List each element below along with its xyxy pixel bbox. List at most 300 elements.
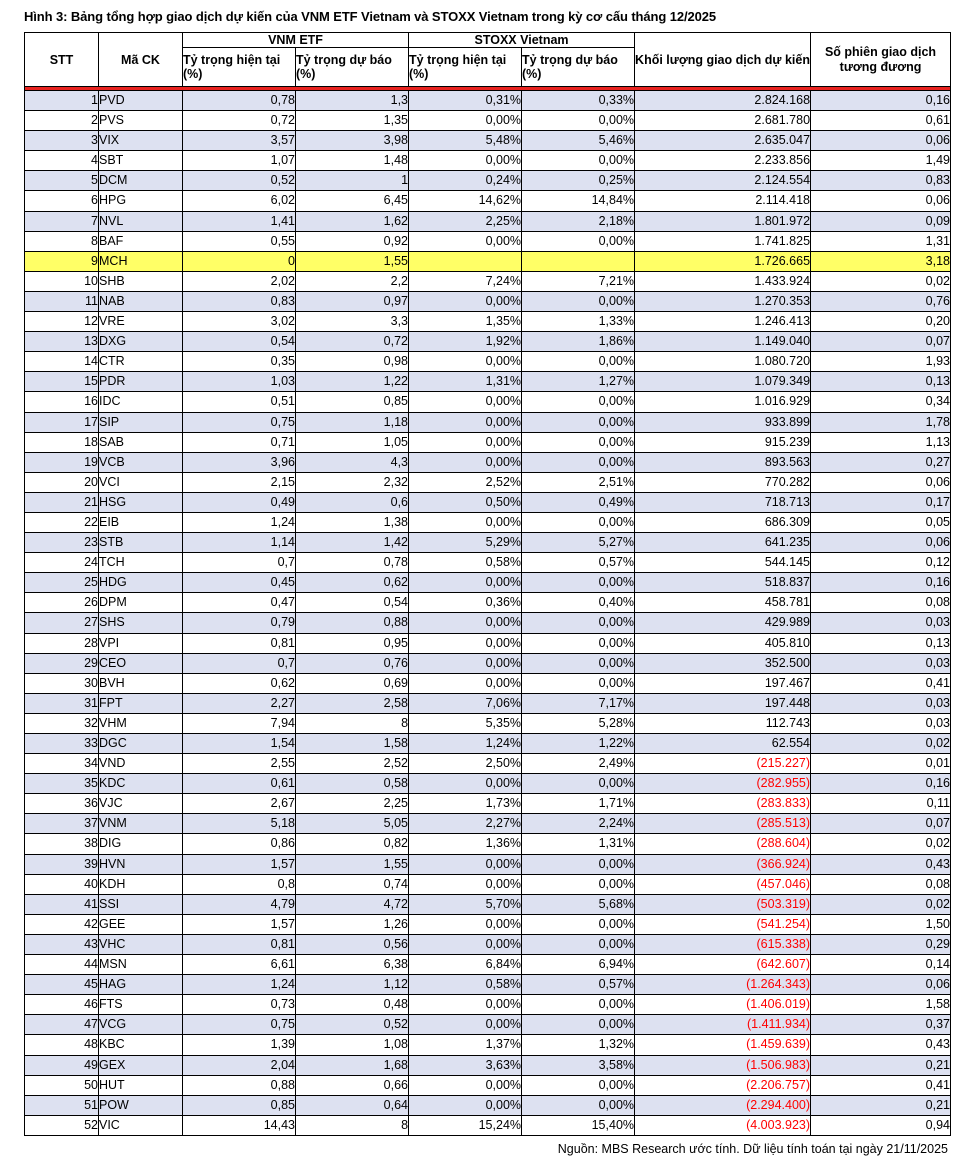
- cell-stt: 22: [25, 512, 99, 532]
- table-row: [25, 1035, 951, 1055]
- cell-stoxx-current: 14,62%: [409, 191, 522, 211]
- cell-stt: 24: [25, 553, 99, 573]
- cell-sessions: 0,08: [811, 874, 951, 894]
- cell-stoxx-current: 0,00%: [409, 874, 522, 894]
- header-row-top: [25, 33, 951, 48]
- cell-volume: 718.713: [635, 492, 811, 512]
- cell-volume: (2.294.400): [635, 1095, 811, 1115]
- cell-volume: (4.003.923): [635, 1115, 811, 1135]
- cell-vnm-forecast: 4,72: [296, 894, 409, 914]
- cell-stt: 6: [25, 191, 99, 211]
- cell-ma-ck: NVL: [99, 211, 183, 231]
- cell-stoxx-forecast: 0,00%: [522, 412, 635, 432]
- cell-vnm-current: 3,57: [183, 131, 296, 151]
- cell-stoxx-forecast: 0,00%: [522, 1095, 635, 1115]
- cell-sessions: 0,27: [811, 452, 951, 472]
- cell-stoxx-current: 3,63%: [409, 1055, 522, 1075]
- cell-stoxx-current: 0,50%: [409, 492, 522, 512]
- cell-stoxx-current: 0,00%: [409, 934, 522, 954]
- cell-volume: 1.741.825: [635, 231, 811, 251]
- cell-stt: 36: [25, 794, 99, 814]
- cell-stt: 46: [25, 995, 99, 1015]
- cell-vnm-current: 7,94: [183, 713, 296, 733]
- cell-stoxx-current: 0,00%: [409, 432, 522, 452]
- table-row: [25, 814, 951, 834]
- table-row: [25, 553, 951, 573]
- cell-stoxx-current: 1,31%: [409, 372, 522, 392]
- col-header-stoxx-forecast: Tỷ trọng dự báo (%): [522, 48, 635, 87]
- cell-vnm-current: 1,41: [183, 211, 296, 231]
- cell-volume: (288.604): [635, 834, 811, 854]
- table-row: [25, 633, 951, 653]
- table-row: [25, 231, 951, 251]
- cell-stt: 48: [25, 1035, 99, 1055]
- table-row: [25, 975, 951, 995]
- cell-sessions: 1,31: [811, 231, 951, 251]
- table-row: [25, 392, 951, 412]
- cell-stt: 44: [25, 955, 99, 975]
- cell-ma-ck: VRE: [99, 312, 183, 332]
- cell-stoxx-forecast: 1,71%: [522, 794, 635, 814]
- cell-stoxx-current: 5,29%: [409, 533, 522, 553]
- table-header: [25, 33, 951, 87]
- cell-stt: 43: [25, 934, 99, 954]
- table-row: [25, 573, 951, 593]
- table-row: [25, 291, 951, 311]
- cell-sessions: 0,06: [811, 191, 951, 211]
- cell-stoxx-forecast: 0,00%: [522, 452, 635, 472]
- cell-ma-ck: VCI: [99, 472, 183, 492]
- cell-stoxx-forecast: 2,49%: [522, 754, 635, 774]
- cell-volume: 893.563: [635, 452, 811, 472]
- cell-vnm-current: 6,61: [183, 955, 296, 975]
- cell-volume: 544.145: [635, 553, 811, 573]
- table-row: [25, 854, 951, 874]
- cell-ma-ck: GEX: [99, 1055, 183, 1075]
- table-row: [25, 1015, 951, 1035]
- cell-vnm-forecast: 0,48: [296, 995, 409, 1015]
- cell-sessions: 1,58: [811, 995, 951, 1015]
- cell-vnm-forecast: 1,42: [296, 533, 409, 553]
- cell-stoxx-current: 0,00%: [409, 151, 522, 171]
- cell-sessions: 0,14: [811, 955, 951, 975]
- cell-volume: 1.016.929: [635, 392, 811, 412]
- cell-stoxx-current: 0,31%: [409, 91, 522, 111]
- cell-stoxx-forecast: 1,33%: [522, 312, 635, 332]
- cell-vnm-forecast: 0,56: [296, 934, 409, 954]
- cell-vnm-forecast: 1,55: [296, 854, 409, 874]
- cell-volume: 1.801.972: [635, 211, 811, 231]
- table-row: [25, 432, 951, 452]
- table-row: [25, 1055, 951, 1075]
- cell-vnm-current: 14,43: [183, 1115, 296, 1135]
- cell-stt: 50: [25, 1075, 99, 1095]
- cell-vnm-current: 2,67: [183, 794, 296, 814]
- cell-stoxx-forecast: 1,31%: [522, 834, 635, 854]
- table-row: [25, 653, 951, 673]
- cell-stt: 40: [25, 874, 99, 894]
- cell-volume: 2.681.780: [635, 111, 811, 131]
- cell-ma-ck: HSG: [99, 492, 183, 512]
- cell-vnm-current: 0: [183, 251, 296, 271]
- table-row: [25, 372, 951, 392]
- cell-stoxx-current: 1,37%: [409, 1035, 522, 1055]
- cell-volume: (1.506.983): [635, 1055, 811, 1075]
- cell-stoxx-current: 0,00%: [409, 1095, 522, 1115]
- cell-stoxx-forecast: 0,00%: [522, 151, 635, 171]
- cell-sessions: 0,03: [811, 653, 951, 673]
- cell-sessions: 0,41: [811, 673, 951, 693]
- cell-stoxx-current: 6,84%: [409, 955, 522, 975]
- cell-sessions: 0,20: [811, 312, 951, 332]
- cell-sessions: 0,41: [811, 1075, 951, 1095]
- col-header-stoxx-current: Tỷ trọng hiện tại (%): [409, 48, 522, 87]
- cell-vnm-forecast: 0,58: [296, 774, 409, 794]
- cell-sessions: 0,05: [811, 512, 951, 532]
- cell-stoxx-forecast: 0,00%: [522, 934, 635, 954]
- cell-vnm-forecast: 0,95: [296, 633, 409, 653]
- cell-vnm-current: 0,62: [183, 673, 296, 693]
- col-header-stt: STT: [25, 33, 99, 87]
- cell-volume: 915.239: [635, 432, 811, 452]
- cell-stoxx-forecast: 7,17%: [522, 693, 635, 713]
- table-row: [25, 472, 951, 492]
- cell-volume: 686.309: [635, 512, 811, 532]
- table-row: [25, 955, 951, 975]
- cell-volume: 352.500: [635, 653, 811, 673]
- cell-sessions: 0,07: [811, 814, 951, 834]
- cell-vnm-current: 0,78: [183, 91, 296, 111]
- cell-volume: (503.319): [635, 894, 811, 914]
- cell-ma-ck: VIC: [99, 1115, 183, 1135]
- table-row: [25, 271, 951, 291]
- cell-stoxx-forecast: 15,40%: [522, 1115, 635, 1135]
- cell-stoxx-forecast: 0,49%: [522, 492, 635, 512]
- cell-stt: 10: [25, 271, 99, 291]
- cell-stoxx-current: 15,24%: [409, 1115, 522, 1135]
- cell-volume: 2.233.856: [635, 151, 811, 171]
- table-row: [25, 914, 951, 934]
- cell-stoxx-forecast: 0,00%: [522, 633, 635, 653]
- cell-stoxx-forecast: 0,00%: [522, 512, 635, 532]
- table-row: [25, 894, 951, 914]
- cell-volume: (1.406.019): [635, 995, 811, 1015]
- cell-volume: (1.264.343): [635, 975, 811, 995]
- cell-stt: 12: [25, 312, 99, 332]
- cell-stoxx-forecast: 0,00%: [522, 291, 635, 311]
- cell-ma-ck: VJC: [99, 794, 183, 814]
- cell-stt: 26: [25, 593, 99, 613]
- cell-stt: 47: [25, 1015, 99, 1035]
- cell-vnm-forecast: 3,98: [296, 131, 409, 151]
- cell-vnm-forecast: 0,69: [296, 673, 409, 693]
- cell-volume: 518.837: [635, 573, 811, 593]
- col-group-header-vnm-etf: VNM ETF: [183, 33, 409, 48]
- cell-stoxx-forecast: 0,00%: [522, 432, 635, 452]
- cell-vnm-current: 4,79: [183, 894, 296, 914]
- cell-vnm-forecast: 2,25: [296, 794, 409, 814]
- cell-sessions: 0,43: [811, 854, 951, 874]
- cell-stoxx-forecast: 0,00%: [522, 1075, 635, 1095]
- cell-stoxx-current: 1,24%: [409, 734, 522, 754]
- cell-stoxx-current: 2,27%: [409, 814, 522, 834]
- cell-sessions: 0,94: [811, 1115, 951, 1135]
- cell-stoxx-forecast: 5,68%: [522, 894, 635, 914]
- table-row: [25, 834, 951, 854]
- table-row: [25, 713, 951, 733]
- cell-sessions: 1,50: [811, 914, 951, 934]
- cell-vnm-current: 0,61: [183, 774, 296, 794]
- cell-stt: 21: [25, 492, 99, 512]
- cell-volume: (642.607): [635, 955, 811, 975]
- cell-stoxx-forecast: 0,00%: [522, 1015, 635, 1035]
- cell-ma-ck: KDH: [99, 874, 183, 894]
- cell-stoxx-forecast: 0,00%: [522, 231, 635, 251]
- cell-volume: 1.270.353: [635, 291, 811, 311]
- cell-stoxx-forecast: 0,00%: [522, 573, 635, 593]
- cell-stoxx-current: 0,36%: [409, 593, 522, 613]
- cell-sessions: 0,02: [811, 894, 951, 914]
- cell-ma-ck: NAB: [99, 291, 183, 311]
- cell-stoxx-forecast: 0,00%: [522, 392, 635, 412]
- cell-stoxx-current: 1,36%: [409, 834, 522, 854]
- cell-volume: (1.411.934): [635, 1015, 811, 1035]
- cell-vnm-current: 0,54: [183, 332, 296, 352]
- cell-vnm-current: 0,81: [183, 633, 296, 653]
- cell-stoxx-current: 0,00%: [409, 452, 522, 472]
- cell-stoxx-current: 0,00%: [409, 914, 522, 934]
- cell-sessions: 1,78: [811, 412, 951, 432]
- cell-vnm-forecast: 8: [296, 713, 409, 733]
- cell-stt: 37: [25, 814, 99, 834]
- cell-stt: 18: [25, 432, 99, 452]
- cell-stoxx-forecast: 0,40%: [522, 593, 635, 613]
- cell-ma-ck: EIB: [99, 512, 183, 532]
- cell-stoxx-current: 0,00%: [409, 111, 522, 131]
- cell-stoxx-current: 0,24%: [409, 171, 522, 191]
- cell-stt: 17: [25, 412, 99, 432]
- cell-vnm-current: 0,71: [183, 432, 296, 452]
- cell-stt: 7: [25, 211, 99, 231]
- cell-ma-ck: VPI: [99, 633, 183, 653]
- cell-vnm-forecast: 0,62: [296, 573, 409, 593]
- cell-ma-ck: KBC: [99, 1035, 183, 1055]
- cell-volume: 641.235: [635, 533, 811, 553]
- cell-vnm-forecast: 1,26: [296, 914, 409, 934]
- col-header-vnm-forecast: Tỷ trọng dự báo (%): [296, 48, 409, 87]
- cell-vnm-forecast: 1,55: [296, 251, 409, 271]
- cell-sessions: 0,76: [811, 291, 951, 311]
- cell-volume: 458.781: [635, 593, 811, 613]
- cell-vnm-current: 2,55: [183, 754, 296, 774]
- cell-vnm-current: 2,15: [183, 472, 296, 492]
- cell-stt: 20: [25, 472, 99, 492]
- cell-sessions: 0,21: [811, 1095, 951, 1115]
- cell-ma-ck: HAG: [99, 975, 183, 995]
- cell-vnm-current: 0,55: [183, 231, 296, 251]
- cell-volume: 1.726.665: [635, 251, 811, 271]
- cell-vnm-forecast: 1,35: [296, 111, 409, 131]
- cell-sessions: 0,17: [811, 492, 951, 512]
- cell-volume: 1.079.349: [635, 372, 811, 392]
- cell-stoxx-forecast: 2,18%: [522, 211, 635, 231]
- cell-ma-ck: TCH: [99, 553, 183, 573]
- cell-vnm-current: 3,02: [183, 312, 296, 332]
- cell-sessions: 0,08: [811, 593, 951, 613]
- cell-stt: 8: [25, 231, 99, 251]
- cell-ma-ck: SAB: [99, 432, 183, 452]
- table-row: [25, 693, 951, 713]
- cell-sessions: 0,06: [811, 533, 951, 553]
- cell-vnm-forecast: 6,38: [296, 955, 409, 975]
- table-row: [25, 312, 951, 332]
- cell-sessions: 0,01: [811, 754, 951, 774]
- cell-stoxx-forecast: [522, 251, 635, 271]
- cell-vnm-forecast: 0,6: [296, 492, 409, 512]
- cell-stoxx-forecast: 3,58%: [522, 1055, 635, 1075]
- cell-vnm-current: 0,75: [183, 412, 296, 432]
- table-row: [25, 533, 951, 553]
- cell-stt: 33: [25, 734, 99, 754]
- cell-stoxx-forecast: 1,27%: [522, 372, 635, 392]
- cell-vnm-forecast: 1,48: [296, 151, 409, 171]
- table-row: [25, 774, 951, 794]
- cell-stoxx-current: 0,00%: [409, 854, 522, 874]
- cell-stt: 2: [25, 111, 99, 131]
- cell-vnm-current: 0,73: [183, 995, 296, 1015]
- cell-stoxx-forecast: 0,33%: [522, 91, 635, 111]
- cell-sessions: 0,13: [811, 372, 951, 392]
- cell-vnm-forecast: 2,32: [296, 472, 409, 492]
- cell-vnm-current: 2,04: [183, 1055, 296, 1075]
- cell-vnm-current: 0,45: [183, 573, 296, 593]
- cell-stt: 15: [25, 372, 99, 392]
- cell-stoxx-current: 0,00%: [409, 412, 522, 432]
- cell-sessions: 0,02: [811, 834, 951, 854]
- cell-vnm-forecast: 0,52: [296, 1015, 409, 1035]
- table-row: [25, 593, 951, 613]
- cell-vnm-current: 1,24: [183, 512, 296, 532]
- cell-stoxx-current: 0,00%: [409, 352, 522, 372]
- cell-volume: 62.554: [635, 734, 811, 754]
- cell-stt: 31: [25, 693, 99, 713]
- cell-volume: 1.433.924: [635, 271, 811, 291]
- table-row: [25, 171, 951, 191]
- etf-rebalance-table: [24, 32, 951, 1136]
- cell-stt: 23: [25, 533, 99, 553]
- cell-sessions: 0,83: [811, 171, 951, 191]
- cell-stoxx-forecast: 0,00%: [522, 774, 635, 794]
- cell-stoxx-forecast: 0,00%: [522, 111, 635, 131]
- cell-stoxx-forecast: 2,51%: [522, 472, 635, 492]
- cell-sessions: 0,37: [811, 1015, 951, 1035]
- cell-stoxx-forecast: 0,00%: [522, 874, 635, 894]
- cell-stoxx-forecast: 5,28%: [522, 713, 635, 733]
- cell-stoxx-current: 1,35%: [409, 312, 522, 332]
- table-row: [25, 131, 951, 151]
- table-row: [25, 613, 951, 633]
- cell-stoxx-current: [409, 251, 522, 271]
- cell-vnm-forecast: 1,62: [296, 211, 409, 231]
- cell-stoxx-current: 2,52%: [409, 472, 522, 492]
- cell-volume: 429.989: [635, 613, 811, 633]
- cell-stoxx-current: 5,48%: [409, 131, 522, 151]
- cell-vnm-forecast: 0,72: [296, 332, 409, 352]
- table-row: [25, 492, 951, 512]
- cell-vnm-forecast: 0,76: [296, 653, 409, 673]
- cell-stoxx-forecast: 0,00%: [522, 854, 635, 874]
- cell-ma-ck: DIG: [99, 834, 183, 854]
- table-row: [25, 995, 951, 1015]
- table-row: [25, 452, 951, 472]
- table-row: [25, 352, 951, 372]
- table-row: [25, 673, 951, 693]
- cell-stoxx-forecast: 1,32%: [522, 1035, 635, 1055]
- cell-stoxx-current: 0,00%: [409, 231, 522, 251]
- col-group-header-stoxx-vietnam: STOXX Vietnam: [409, 33, 635, 48]
- cell-ma-ck: BVH: [99, 673, 183, 693]
- cell-vnm-forecast: 1,22: [296, 372, 409, 392]
- table-row: [25, 1095, 951, 1115]
- cell-vnm-current: 0,75: [183, 1015, 296, 1035]
- cell-stoxx-current: 0,00%: [409, 673, 522, 693]
- cell-stt: 3: [25, 131, 99, 151]
- cell-volume: (215.227): [635, 754, 811, 774]
- cell-ma-ck: FPT: [99, 693, 183, 713]
- cell-volume: 2.114.418: [635, 191, 811, 211]
- cell-stt: 13: [25, 332, 99, 352]
- cell-stoxx-current: 0,00%: [409, 573, 522, 593]
- cell-stoxx-current: 0,00%: [409, 1015, 522, 1035]
- cell-vnm-current: 1,57: [183, 914, 296, 934]
- cell-ma-ck: MCH: [99, 251, 183, 271]
- cell-ma-ck: SBT: [99, 151, 183, 171]
- cell-vnm-forecast: 3,3: [296, 312, 409, 332]
- source-note: Nguồn: MBS Research ước tính. Dữ liệu tính toán tại ngày 21/11/2025: [557, 1141, 948, 1156]
- cell-stoxx-forecast: 0,00%: [522, 352, 635, 372]
- cell-sessions: 3,18: [811, 251, 951, 271]
- cell-ma-ck: CTR: [99, 352, 183, 372]
- table-row: [25, 754, 951, 774]
- cell-stt: 42: [25, 914, 99, 934]
- table-row: [25, 512, 951, 532]
- table-row: [25, 794, 951, 814]
- cell-vnm-current: 0,81: [183, 934, 296, 954]
- cell-ma-ck: DPM: [99, 593, 183, 613]
- cell-sessions: 0,11: [811, 794, 951, 814]
- cell-stt: 27: [25, 613, 99, 633]
- table-row: [25, 874, 951, 894]
- cell-stt: 16: [25, 392, 99, 412]
- table-body: [25, 87, 951, 1136]
- cell-vnm-current: 1,24: [183, 975, 296, 995]
- col-header-vnm-current: Tỷ trọng hiện tại (%): [183, 48, 296, 87]
- cell-vnm-forecast: 1,05: [296, 432, 409, 452]
- cell-volume: (366.924): [635, 854, 811, 874]
- cell-stoxx-forecast: 0,00%: [522, 653, 635, 673]
- cell-vnm-forecast: 2,52: [296, 754, 409, 774]
- cell-vnm-current: 0,35: [183, 352, 296, 372]
- cell-sessions: 0,03: [811, 693, 951, 713]
- cell-vnm-current: 1,03: [183, 372, 296, 392]
- cell-volume: (282.955): [635, 774, 811, 794]
- cell-stoxx-forecast: 6,94%: [522, 955, 635, 975]
- cell-vnm-current: 0,52: [183, 171, 296, 191]
- cell-ma-ck: FTS: [99, 995, 183, 1015]
- cell-stoxx-forecast: 0,00%: [522, 914, 635, 934]
- cell-vnm-forecast: 2,2: [296, 271, 409, 291]
- cell-volume: (541.254): [635, 914, 811, 934]
